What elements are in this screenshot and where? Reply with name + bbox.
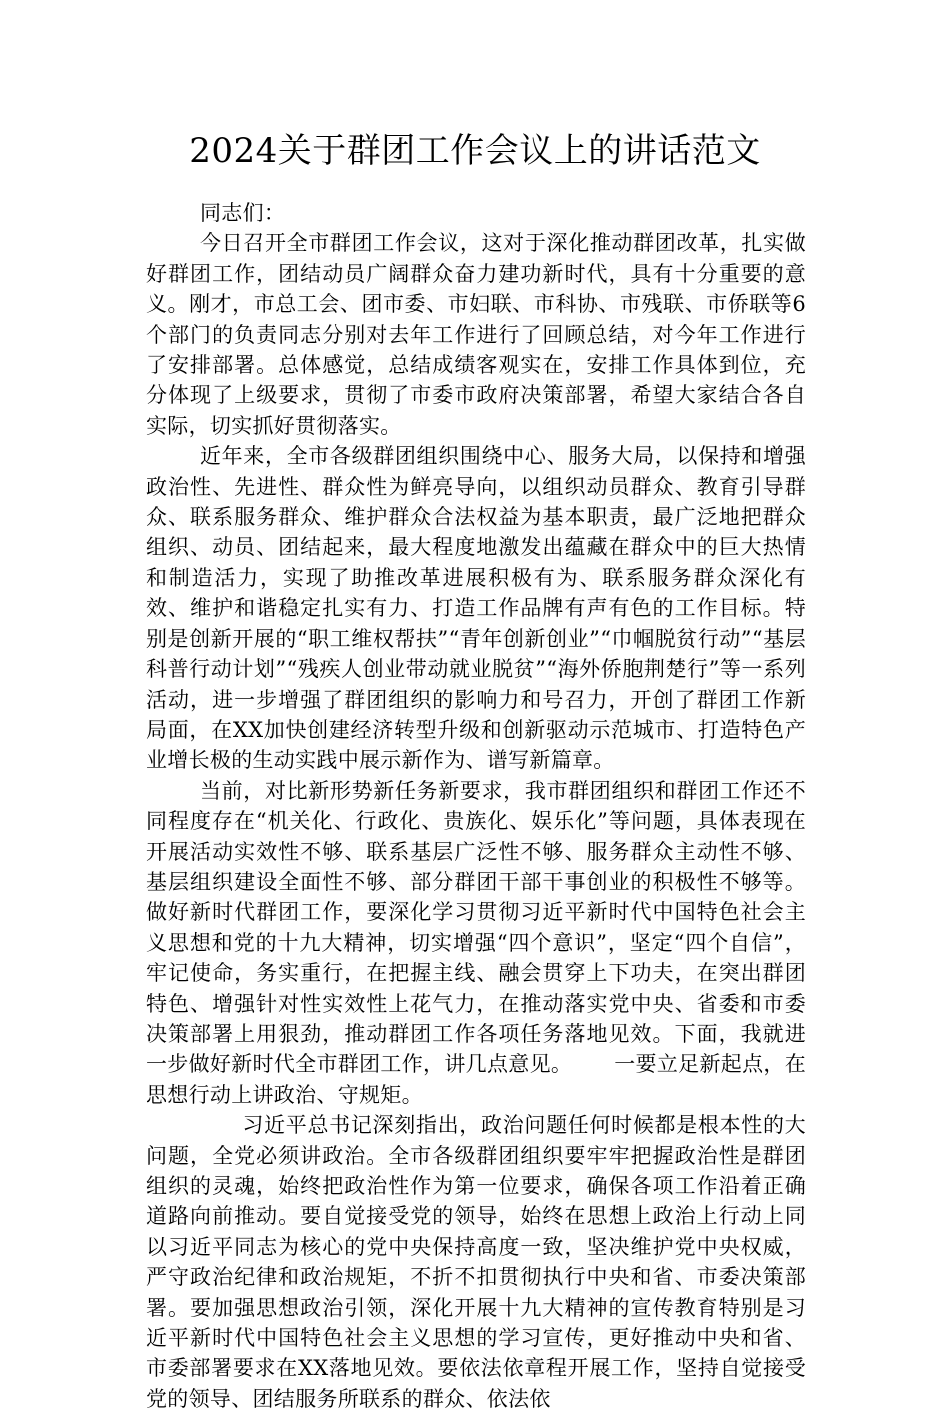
- document-title: 2024关于群团工作会议上的讲话范文: [189, 131, 761, 171]
- document-body: [146, 198, 806, 1414]
- paragraph-3: [146, 776, 806, 1110]
- section-heading-1: 一要立足新起点，在思想行动上讲政治、守规矩。: [146, 1052, 806, 1107]
- paragraph-3-text: 当前，对比新形势新任务新要求，我市群团组织和群团工作还不同程度存在“机关化、行政化、贵族化、娱乐化”等问题，具体表现在开展活动实效性不够、联系基层广泛性不够、服务群众主动性不够、基层组织建设全面性不够、部分群团干部干事创业的积极性不够等。做好新时代群团工作，要深化学习贯彻习近平新时代中国特色社会主义思想和党的十九大精神，切实增强“四个意识”，坚定“四个自信”，牢记使命，务实重行，在把握主线、融会贯穿上下功夫，在突出群团特色、增强针对性实效性上花气力，在推动落实党中央、省委和市委决策部署上用狠劲，推动群团工作各项任务落地见效。下面，我就进一步做好新时代全市群团工作，讲几点意见。: [146, 778, 806, 1077]
- paragraph-4-text: 习近平总书记深刻指出，政治问题任何时候都是根本性的大问题，全党必须讲政治。全市各级群团组织要牢牢把握政治性是群团组织的灵魂，始终把政治性作为第一位要求，确保各项工作沿着正确道路向前推动。要自觉接受党的领导，始终在思想上政治上行动上同以习近平同志为核心的党中央保持高度一致，坚决维护党中央权威，严守政治纪律和政治规矩，不折不扣贯彻执行中央和省、市委决策部署。要加强思想政治引领，深化开展十九大精神的宣传教育特别是习近平新时代中国特色社会主义思想的学习宣传，更好推动中央和省、市委部署要求在XX落地见效。要依法依章程开展工作，坚持自觉接受党的领导、团结服务所联系的群众、依法依: [146, 1113, 806, 1411]
- paragraph-4: [146, 1110, 806, 1414]
- paragraph-2: 近年来，全市各级群团组织围绕中心、服务大局，以保持和增强政治性、先进性、群众性为鲜亮导向，以组织动员群众、教育引导群众、联系服务群众、维护群众合法权益为基本职责，最广泛地把群众组织、动员、团结起来，最大程度地激发出蕴藏在群众中的巨大热情和制造活力，实现了助推改革进展积极有为、联系服务群众深化有效、维护和谐稳定扎实有力、打造工作品牌有声有色的工作目标。特别是创新开展的“职工维权帮扶”“青年创新创业”“巾帼脱贫行动”“基层科普行动计划”“残疾人创业带动就业脱贫”“海外侨胞荆楚行”等一系列活动，进一步增强了群团组织的影响力和号召力，开创了群团工作新局面，在XX加快创建经济转型升级和创新驱动示范城市、打造特色产业增长极的生动实践中展示新作为、谱写新篇章。: [146, 444, 806, 773]
- salutation: 同志们：: [200, 201, 286, 225]
- paragraph-1: 今日召开全市群团工作会议，这对于深化推动群团改革，扎实做好群团工作，团结动员广阔群众奋力建功新时代，具有十分重要的意义。刚才，市总工会、团市委、市妇联、市科协、市残联、市侨联等6个部门的负责同志分别对去年工作进行了回顾总结，对今年工作进行了安排部署。总体感觉，总结成绩客观实在，安排工作具体到位，充分体现了上级要求，贯彻了市委市政府决策部署，希望大家结合各自实际，切实抓好贯彻落实。: [146, 231, 806, 438]
